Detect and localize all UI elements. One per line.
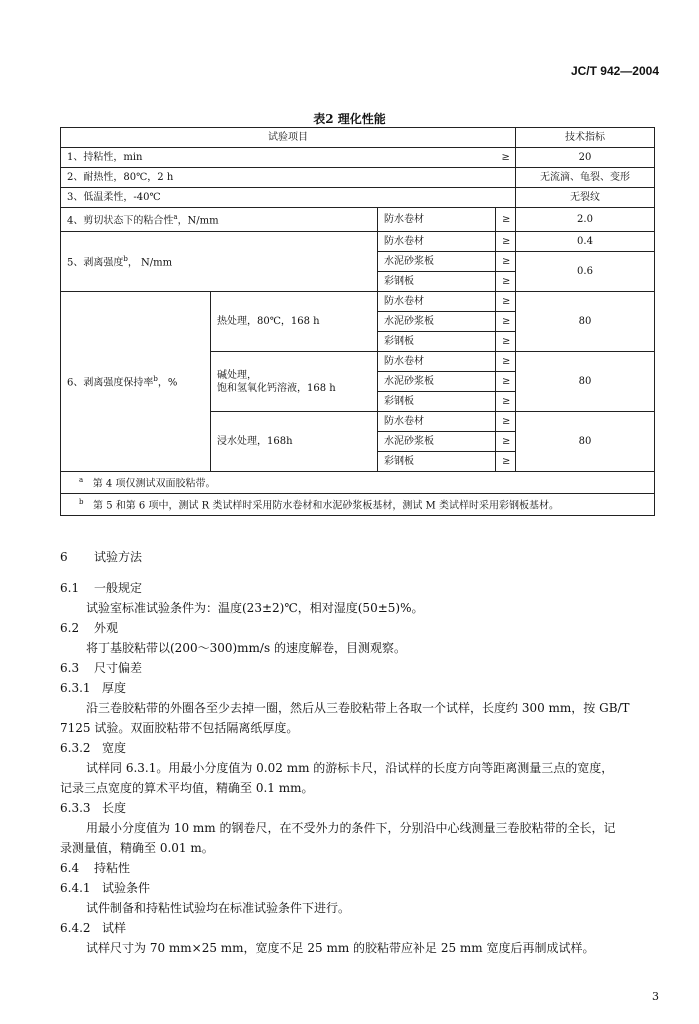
section-6-3-2-text: 试样同 6.3.1。用最小分度值为 0.02 mm 的游标卡尺，沿试样的长度方向等距离测量三点的宽度， bbox=[86, 761, 614, 775]
standard-code: JC/T 942—2004 bbox=[570, 64, 659, 78]
section-6-1-heading: 6.1 一般规定 bbox=[60, 581, 143, 595]
row2-label: 2、耐热性，80℃，2 h bbox=[61, 168, 516, 188]
row6-substrate: 水泥砂浆板 bbox=[378, 312, 496, 332]
ge-symbol: ≥ bbox=[496, 392, 516, 412]
ge-symbol: ≥ bbox=[496, 332, 516, 352]
page-number: 3 bbox=[652, 990, 659, 1003]
table-row bbox=[61, 188, 655, 208]
row5-value: 0.6 bbox=[516, 252, 655, 292]
section-6-4-1-heading: 6.4.1 试验条件 bbox=[60, 881, 151, 895]
table-title: 表2 理化性能 bbox=[313, 112, 386, 126]
section-6-4-1-text: 试件制备和持粘性试验均在标准试验条件下进行。 bbox=[86, 901, 351, 915]
row6-value: 80 bbox=[516, 412, 655, 472]
ge-symbol: ≥ bbox=[496, 312, 516, 332]
ge-symbol: ≥ bbox=[496, 208, 516, 232]
row5-substrate: 水泥砂浆板 bbox=[378, 252, 496, 272]
row5-value: 0.4 bbox=[516, 232, 655, 252]
row5-substrate: 防水卷材 bbox=[378, 232, 496, 252]
ge-symbol: ≥ bbox=[496, 148, 516, 168]
table-row bbox=[61, 208, 655, 232]
ge-symbol: ≥ bbox=[496, 452, 516, 472]
section-6-3-3-text-cont: 录测量值，精确至 0.01 m。 bbox=[60, 841, 214, 855]
section-6-2-heading: 6.2 外观 bbox=[60, 621, 119, 635]
section-6-heading: 6 试验方法 bbox=[60, 550, 143, 564]
section-6-2-text: 将丁基胶粘带以(200～300)mm/s 的速度解卷，目测观察。 bbox=[86, 641, 406, 655]
row6-condition-alkali: 碱处理， 饱和氢氧化钙溶液，168 h bbox=[211, 352, 378, 412]
row6-condition-heat: 热处理，80℃，168 h bbox=[211, 292, 378, 352]
table-note-b: $^b$ 第 5 和第 6 项中，测试 R 类试样时采用防水卷材和水泥砂浆板基材，测试 M 类试样时采用彩钢板基材。 bbox=[61, 494, 655, 516]
ge-symbol: ≥ bbox=[496, 412, 516, 432]
row6-substrate: 彩钢板 bbox=[378, 332, 496, 352]
header-spec: 技术指标 bbox=[516, 128, 655, 148]
ge-symbol: ≥ bbox=[496, 432, 516, 452]
row6-substrate: 防水卷材 bbox=[378, 352, 496, 372]
row6-condition-water: 浸水处理，168h bbox=[211, 412, 378, 472]
section-6-3-2-text-cont: 记录三点宽度的算术平均值，精确至 0.1 mm。 bbox=[60, 781, 314, 795]
section-6-3-1-text: 沿三卷胶粘带的外圈各至少去掉一圈，然后从三卷胶粘带上各取一个试样，长度约 300 mm，按 GB/T bbox=[86, 701, 630, 715]
header-item: 试验项目 bbox=[61, 128, 516, 148]
table-row bbox=[61, 148, 655, 168]
ge-symbol: ≥ bbox=[496, 252, 516, 272]
section-6-4-2-heading: 6.4.2 试样 bbox=[60, 921, 127, 935]
row4-value: 2.0 bbox=[516, 208, 655, 232]
ge-symbol: ≥ bbox=[496, 372, 516, 392]
table-note-row bbox=[61, 472, 655, 494]
row6-substrate: 防水卷材 bbox=[378, 412, 496, 432]
row6-substrate: 彩钢板 bbox=[378, 392, 496, 412]
row5-substrate: 彩钢板 bbox=[378, 272, 496, 292]
row3-label: 3、低温柔性，-40℃ bbox=[61, 188, 516, 208]
row6-substrate: 水泥砂浆板 bbox=[378, 432, 496, 452]
section-6-4-heading: 6.4 持粘性 bbox=[60, 861, 131, 875]
table-row bbox=[61, 168, 655, 188]
row3-value: 无裂纹 bbox=[516, 188, 655, 208]
row6-substrate: 防水卷材 bbox=[378, 292, 496, 312]
section-6-4-2-text: 试样尺寸为 70 mm×25 mm，宽度不足 25 mm 的胶粘带应补足 25 mm 宽度后再制成试样。 bbox=[86, 941, 595, 955]
table-row bbox=[61, 292, 655, 312]
row6-value: 80 bbox=[516, 352, 655, 412]
table-row bbox=[61, 232, 655, 252]
table-header-row bbox=[61, 128, 655, 148]
section-6-3-3-heading: 6.3.3 长度 bbox=[60, 801, 127, 815]
section-6-3-2-heading: 6.3.2 宽度 bbox=[60, 741, 127, 755]
row6-value: 80 bbox=[516, 292, 655, 352]
row2-value: 无流滴、龟裂、变形 bbox=[516, 168, 655, 188]
section-6-3-3-text: 用最小分度值为 10 mm 的钢卷尺，在不受外力的条件下，分别沿中心线测量三卷胶粘带的全长，记 bbox=[86, 821, 616, 835]
section-6-3-heading: 6.3 尺寸偏差 bbox=[60, 661, 143, 675]
ge-symbol: ≥ bbox=[496, 352, 516, 372]
row1-value: 20 bbox=[516, 148, 655, 168]
ge-symbol: ≥ bbox=[496, 292, 516, 312]
row6-label: 6、剥离强度保持率$^b$，% bbox=[61, 292, 211, 472]
section-6-1-text: 试验室标准试验条件为：温度(23±2)℃，相对湿度(50±5)%。 bbox=[86, 601, 424, 615]
row6-substrate: 彩钢板 bbox=[378, 452, 496, 472]
ge-symbol: ≥ bbox=[496, 232, 516, 252]
properties-table bbox=[60, 127, 655, 516]
row6-substrate: 水泥砂浆板 bbox=[378, 372, 496, 392]
row1-label: 1、持粘性，min bbox=[61, 148, 496, 168]
table-note-a: $^a$ 第 4 项仅测试双面胶粘带。 bbox=[61, 472, 655, 494]
ge-symbol: ≥ bbox=[496, 272, 516, 292]
section-6-3-1-heading: 6.3.1 厚度 bbox=[60, 681, 127, 695]
row4-label: 4、剪切状态下的粘合性$^a$，N/mm bbox=[61, 208, 378, 232]
section-6-3-1-text-cont: 7125 试验。双面胶粘带不包括隔离纸厚度。 bbox=[60, 721, 299, 735]
row4-substrate: 防水卷材 bbox=[378, 208, 496, 232]
row5-label: 5、剥离强度$^b$， N/mm bbox=[61, 232, 378, 292]
table-note-row bbox=[61, 494, 655, 516]
